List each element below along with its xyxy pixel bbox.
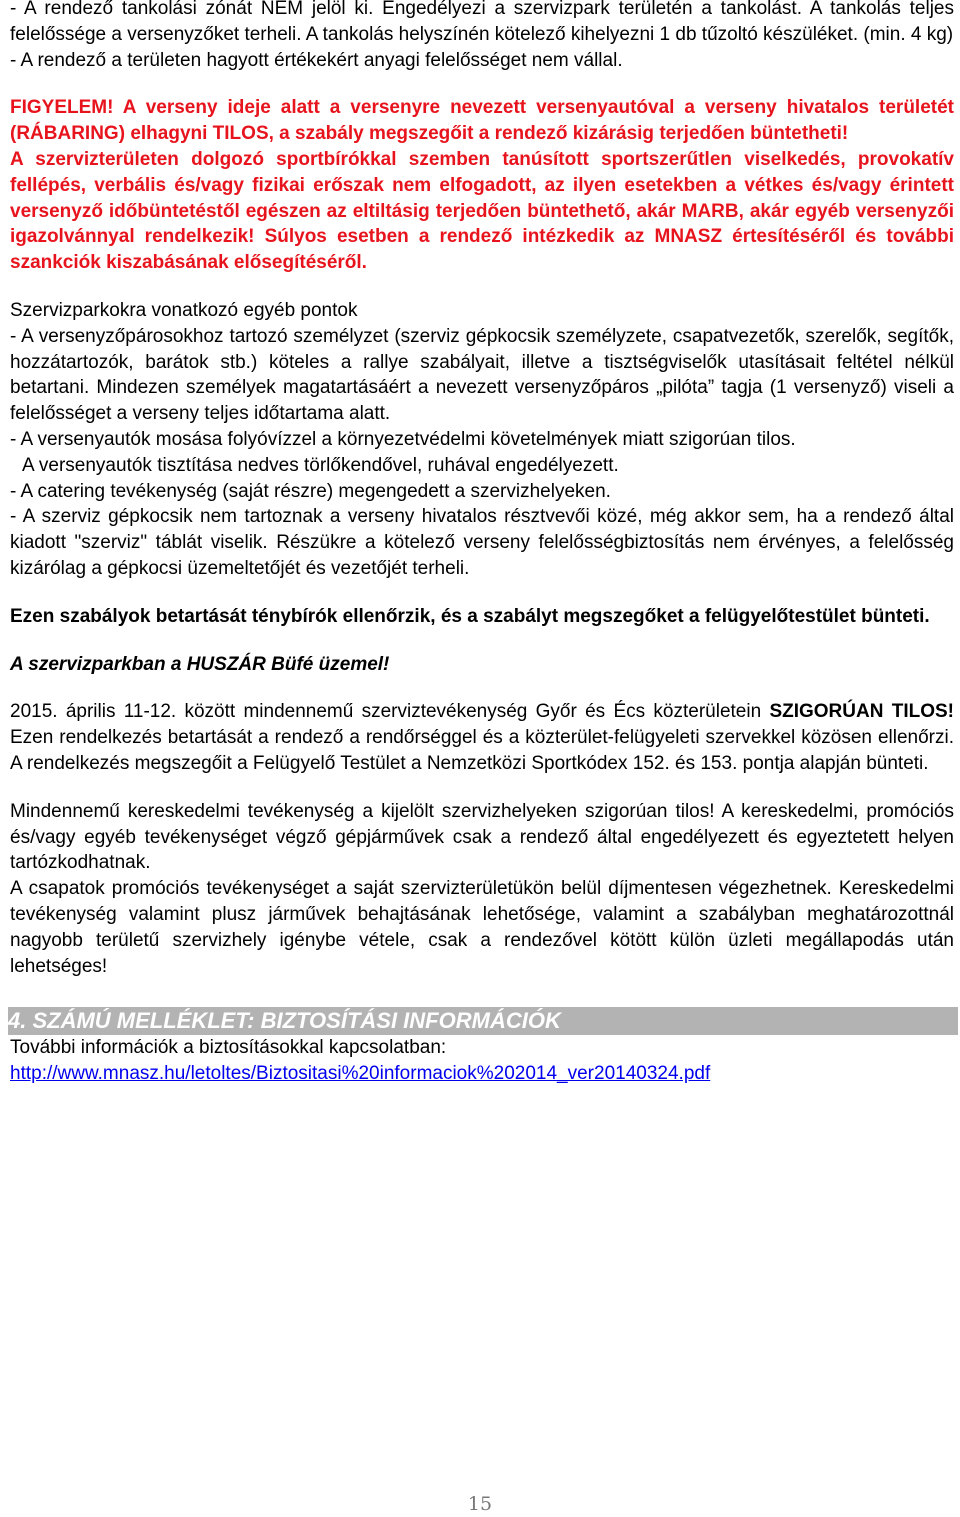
date-notice	[10, 699, 954, 776]
service-paragraph-cleaning: A versenyautók tisztítása nedves törlőkendővel, ruhával engedélyezett.	[22, 454, 619, 476]
service-paragraph-catering: - A catering tevékenység (saját részre) megengedett a szervizhelyeken.	[10, 480, 611, 502]
liability-paragraph: - A rendező a területen hagyott értékekért anyagi felelősséget nem vállal.	[10, 49, 623, 71]
warning-label: FIGYELEM!	[10, 97, 114, 119]
date-notice-text: 2015. április 11-12. között mindennemű szerviztevékenység Győr és Écs közterületein	[10, 701, 770, 723]
annex-info: További információk a biztosításokkal kapcsolatban:	[10, 1037, 447, 1059]
service-heading: Szervizparkokra vonatkozó egyéb pontok	[10, 299, 358, 321]
commercial-paragraph: Mindennemű kereskedelmi tevékenység a kijelölt szervizhelyeken szigorúan tilos! A kereskedelmi, promóciós és/vagy egyéb tevékenységet végző gépjárművek csak a rendező által engedélyezett és egyeztetett helyen tartózkodhatnak.	[10, 800, 954, 874]
date-notice-rest: Ezen rendelkezés betartását a rendező a rendőrséggel és a közterület-felügyeleti szervekkel közösen ellenőrzi. A rendelkezés megszegőit a Felügyelő Testület a Nemzetközi Sportkódex 152. és 153. pontja alapján bünteti.	[10, 727, 954, 774]
annex-link-row	[10, 1061, 954, 1087]
judges-paragraph: Ezen szabályok betartását ténybírók ellenőrzik, és a szabályt megszegőket a felügyelőtestület bünteti.	[10, 605, 930, 627]
service-paragraph-washing: - A versenyautók mosása folyóvízzel a környezetvédelmi követelmények miatt szigorúan tilos.	[10, 428, 796, 450]
strictly-forbidden: SZIGORÚAN TILOS!	[769, 701, 954, 723]
service-paragraph-staff: - A versenyzőpárosokhoz tartozó személyzet (szerviz gépkocsik személyzete, csapatvezetők, szerelők, segítők, hozzátartozók, barátok stb.) köteles a rallye szabályait, illetve a tisztségviselők utasításait feltétel nélkül betartani. Mindezen személyek magatartásáért a nevezett versenyzőpáros „pilóta” tagja (1 versenyző) viseli a felelősséget a verseny teljes időtartama alatt.	[10, 325, 954, 425]
warning-block	[10, 95, 954, 147]
conduct-paragraph: A szervizterületen dolgozó sportbírókkal szemben tanúsított sportszerűtlen viselkedés, provokatív fellépés, verbális és/vagy fizikai erőszak nem elfogadott, az ilyen esetekben a vétkes és/vagy érintett versenyző időbüntetéstől egészen az eltiltásig terjedően büntethető, akár MARB, akár egyéb versenyzői igazolvánnyal rendelkezik! Súlyos esetben a rendező intézkedik az MNASZ értesítéséről és további szankciók kiszabásának elősegítéséről.	[10, 148, 954, 274]
buffet-notice: A szervizparkban a HUSZÁR Büfé üzemel!	[10, 653, 390, 675]
document-page	[10, 0, 954, 1087]
page-number: 15	[467, 1493, 493, 1515]
insurance-link[interactable]: http://www.mnasz.hu/letoltes/Biztositasi%20informaciok%202014_ver20140324.pdf	[10, 1063, 711, 1085]
annex-title-bar: 4. SZÁMÚ MELLÉKLET: BIZTOSÍTÁSI INFORMÁCIÓK	[8, 1007, 958, 1035]
tanking-paragraph: - A rendező tankolási zónát NEM jelöl ki. Engedélyezi a szervizpark területén a tankolást. A tankolás teljes felelőssége a versenyzőket terheli. A tankolás helyszínén kötelező kihelyezni 1 db tűzoltó készüléket. (min. 4 kg)	[10, 0, 954, 45]
promotion-paragraph: A csapatok promóciós tevékenységet a saját szervizterületükön belül díjmentesen végezhetnek. Kereskedelmi tevékenység valamint plusz járművek behajtásának lehetősége, valamint a szabályban meghatározottnál nagyobb területű szervizhely igénybe vétele, csak a rendezővel kötött külön üzleti megállapodás után lehetséges!	[10, 878, 954, 977]
service-paragraph-vehicles: - A szerviz gépkocsik nem tartoznak a verseny hivatalos résztvevői közé, még akkor sem, ha a rendező által kiadott "szerviz" táblát viselik. Részükre a kötelező verseny felelősségbiztosítás nem érvényes, a felelősség kizárólag a gépkocsi üzemeltetőjét és vezetőjét terheli.	[10, 506, 954, 579]
warning-text: A verseny ideje alatt a versenyre nevezett versenyautóval a verseny hivatalos területét (RÁBARING) elhagyni TILOS, a szabály megszegőit a rendező kizárásig terjedően büntetheti!	[10, 97, 954, 145]
